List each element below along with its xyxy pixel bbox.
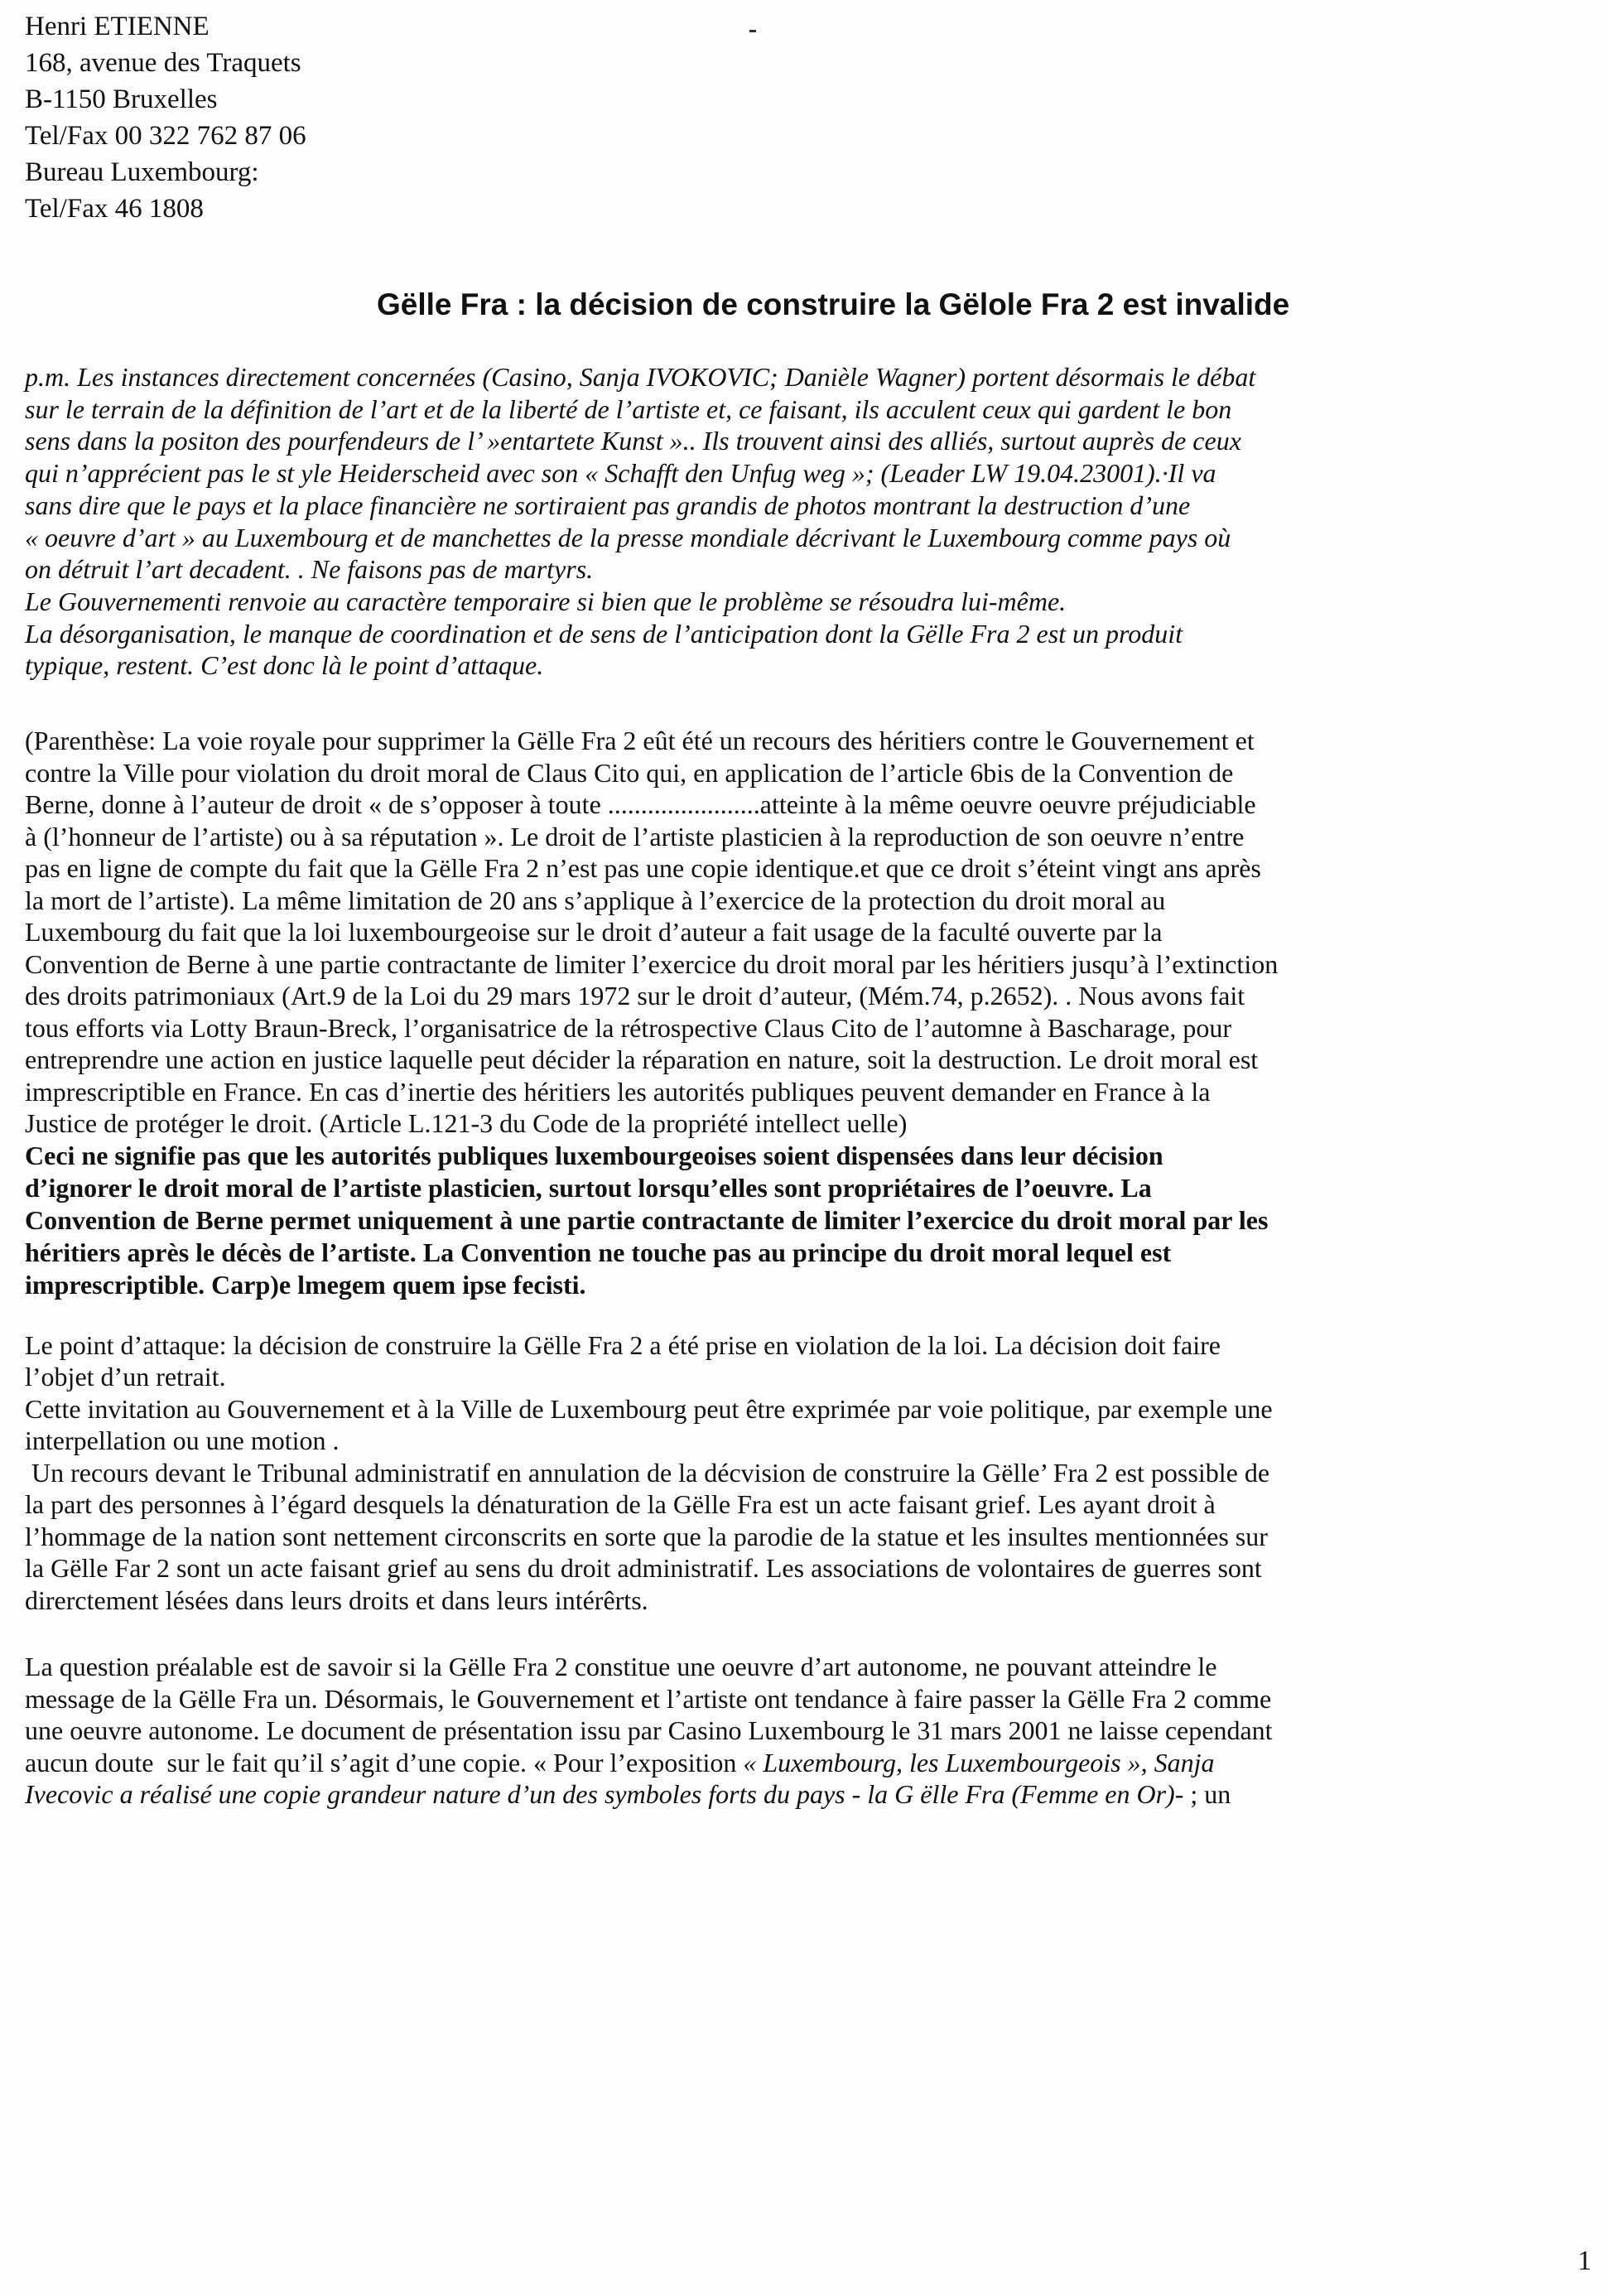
parenthese-paragraph <box>25 725 1582 1140</box>
parenthese-line: contre la Ville pour violation du droit moral de Claus Cito qui, en application de l’article 6bis de la Convention de <box>25 757 1234 788</box>
parenthese-line: Luxembourg du fait que la loi luxembourgeoise sur le droit d’auteur a fait usage de la faculté ouverte par la <box>25 917 1163 948</box>
parenthese-line: Convention de Berne à une partie contractante de limiter l’exercice du droit moral par les héritiers jusqu’à l’extinction <box>25 948 1279 979</box>
attack-line: la Gëlle Far 2 sont un acte faisant grief au sens du droit administratif. Les associations de volontaires de guerres sont <box>25 1553 1262 1584</box>
scan-speck <box>749 30 756 32</box>
question-line: La question préalable est de savoir si la Gëlle Fra 2 constitue une oeuvre d’art autonome, ne pouvant atteindre le <box>25 1652 1217 1682</box>
parenthese-line: à (l’honneur de l’artiste) ou à sa réputation ». Le droit de l’artiste plasticien à la reproduction de son oeuvre n’entre <box>25 821 1245 851</box>
question-line <box>25 1778 1582 1811</box>
parenthese-line: des droits patrimoniaux (Art.9 de la Loi du 29 mars 1972 sur le droit d’auteur, (Mém.74, p.2652). . Nous avons fait <box>25 981 1245 1011</box>
document-title: Gëlle Fra : la décision de construire la Gëlole Fra 2 est invalide <box>377 287 1290 321</box>
parenthese-line: tous efforts via Lotty Braun-Breck, l’organisatrice de la rétrospective Claus Cito de l’automne à Bascharage, pour <box>25 1012 1232 1043</box>
note-line: qui n’apprécient pas le st yle Heiderscheid avec son « Schafft den Unfug weg »; (Leader LW 19.04.23001).·Il va <box>25 458 1216 489</box>
bold-paragraph <box>25 1140 1582 1301</box>
note-line: on détruit l’art decadent. . Ne faisons pas de martyrs. <box>25 554 594 585</box>
note-line: Le Gouvernementi renvoie au caractère temporaire si bien que le problème se résoudra lui-même. <box>25 586 1067 616</box>
attack-line: interpellation ou une motion . <box>25 1425 340 1456</box>
question-line: message de la Gëlle Fra un. Désormais, le Gouvernement et l’artiste ont tendance à faire passer la Gëlle Fra 2 comme <box>25 1683 1272 1714</box>
note-line: sur le terrain de la définition de l’art et de la liberté de l’artiste et, ce faisant, ils acculent ceux qui gardent le bon <box>25 393 1232 424</box>
quoted-exhibition-text: « Luxembourg, les Luxembourgeois », Sanja <box>743 1747 1215 1777</box>
bold-line: héritiers après le décès de l’artiste. La Convention ne touche pas au principe du droit moral lequel est <box>25 1237 1172 1267</box>
note-line: La désorganisation, le manque de coordination et de sens de l’anticipation dont la Gëlle Fra 2 est un produit <box>25 618 1183 649</box>
sender-address-block <box>25 8 306 227</box>
attack-line: la part des personnes à l’égard desquels la dénaturation de la Gëlle Fra est un acte faisant grief. Les ayant droit à <box>25 1489 1216 1520</box>
note-line: typique, restent. C’est donc là le point d’attaque. <box>25 650 544 681</box>
note-line: sans dire que le pays et la place financière ne sortiraient pas grandis de photos montrant la destruction d’une <box>25 490 1191 520</box>
bold-line: imprescriptible. Carp)e lmegem quem ipse fecisti. <box>25 1269 586 1300</box>
quoted-copy-text: Ivecovic a réalisé une copie grandeur nature d’un des symboles forts du pays - la G ëlle Fra (Femme en Or)- <box>25 1779 1184 1810</box>
note-line: « oeuvre d’art » au Luxembourg et de manchettes de la presse mondiale décrivant le Luxembourg comme pays où <box>25 522 1231 552</box>
parenthese-line: (Parenthèse: La voie royale pour supprimer la Gëlle Fra 2 eût été un recours des héritiers contre le Gouvernement et <box>25 726 1255 756</box>
parenthese-line: pas en ligne de compte du fait que la Gëlle Fra 2 n’est pas une copie identique.et que ce droit s’éteint vingt ans après <box>25 853 1261 884</box>
parenthese-line: Berne, donne à l’auteur de droit « de s’opposer à toute .......................atteinte à la même oeuvre oeuvre préjudiciable <box>25 789 1256 820</box>
sender-phone-luxembourg: Tel/Fax 46 1808 <box>25 194 204 224</box>
attack-paragraph <box>25 1329 1582 1617</box>
bold-line: Ceci ne signifie pas que les autorités publiques luxembourgeoises soient dispensées dans leur décision <box>25 1140 1163 1170</box>
sender-phone-brussels: Tel/Fax 00 322 762 87 06 <box>25 121 306 151</box>
parenthese-line: imprescriptible en France. En cas d’inertie des héritiers les autorités publiques peuvent demander en France à la <box>25 1076 1211 1107</box>
attack-line: Un recours devant le Tribunal administratif en annulation de la décvision de construire la Gëlle’ Fra 2 est possible de <box>25 1457 1270 1488</box>
note-line: p.m. Les instances directement concernées (Casino, Sanja IVOKOVIC; Danièle Wagner) portent désormais le débat <box>25 362 1256 392</box>
question-line-text: aucun doute sur le fait qu’il s’agit d’une copie. « Pour l’exposition <box>25 1747 744 1777</box>
sender-office: Bureau Luxembourg: <box>25 157 259 187</box>
attack-line: Le point d’attaque: la décision de construire la Gëlle Fra 2 a été prise en violation de la loi. La décision doit faire <box>25 1329 1221 1360</box>
bold-line: d’ignorer le droit moral de l’artiste plasticien, surtout lorsqu’elles sont propriétaires de l’oeuvre. La <box>25 1172 1152 1203</box>
attack-line: Cette invitation au Gouvernement et à la Ville de Luxembourg peut être exprimée par voie politique, par exemple une <box>25 1393 1273 1424</box>
parenthese-line: la mort de l’artiste). La même limitation de 20 ans s’applique à l’exercice de la protection du droit moral au <box>25 885 1166 915</box>
note-line: sens dans la positon des pourfendeurs de l’ »entartete Kunst ».. Ils trouvent ainsi des alliés, surtout auprès de ceux <box>25 426 1241 456</box>
bold-line: Convention de Berne permet uniquement à une partie contractante de limiter l’exercice du droit moral par les <box>25 1204 1269 1235</box>
page-number: 1 <box>1578 2245 1592 2276</box>
attack-line: direrctement lésées dans leurs droits et dans leurs intérêrts. <box>25 1585 648 1615</box>
sender-name: Henri ETIENNE <box>25 12 210 41</box>
attack-line: l’objet d’un retrait. <box>25 1362 226 1392</box>
question-line <box>25 1747 1582 1779</box>
attack-line: l’hommage de la nation sont nettement circonscrits en sorte que la parodie de la statue et les insultes mentionnées sur <box>25 1521 1268 1551</box>
question-line-tail: ; un <box>1183 1779 1231 1810</box>
parenthese-line: Justice de protéger le droit. (Article L.121-3 du Code de la propriété intellect uelle) <box>25 1108 908 1139</box>
question-paragraph <box>25 1651 1582 1811</box>
sender-street: 168, avenue des Traquets <box>25 48 301 78</box>
letter-body <box>25 361 1582 1811</box>
parenthese-line: entreprendre une action en justice laquelle peut décider la réparation en nature, soit la destruction. Le droit moral est <box>25 1044 1259 1075</box>
question-line: une oeuvre autonome. Le document de présentation issu par Casino Luxembourg le 31 mars 2001 ne laisse cependant <box>25 1715 1273 1746</box>
note-paragraph <box>25 361 1582 682</box>
sender-city: B-1150 Bruxelles <box>25 84 218 114</box>
